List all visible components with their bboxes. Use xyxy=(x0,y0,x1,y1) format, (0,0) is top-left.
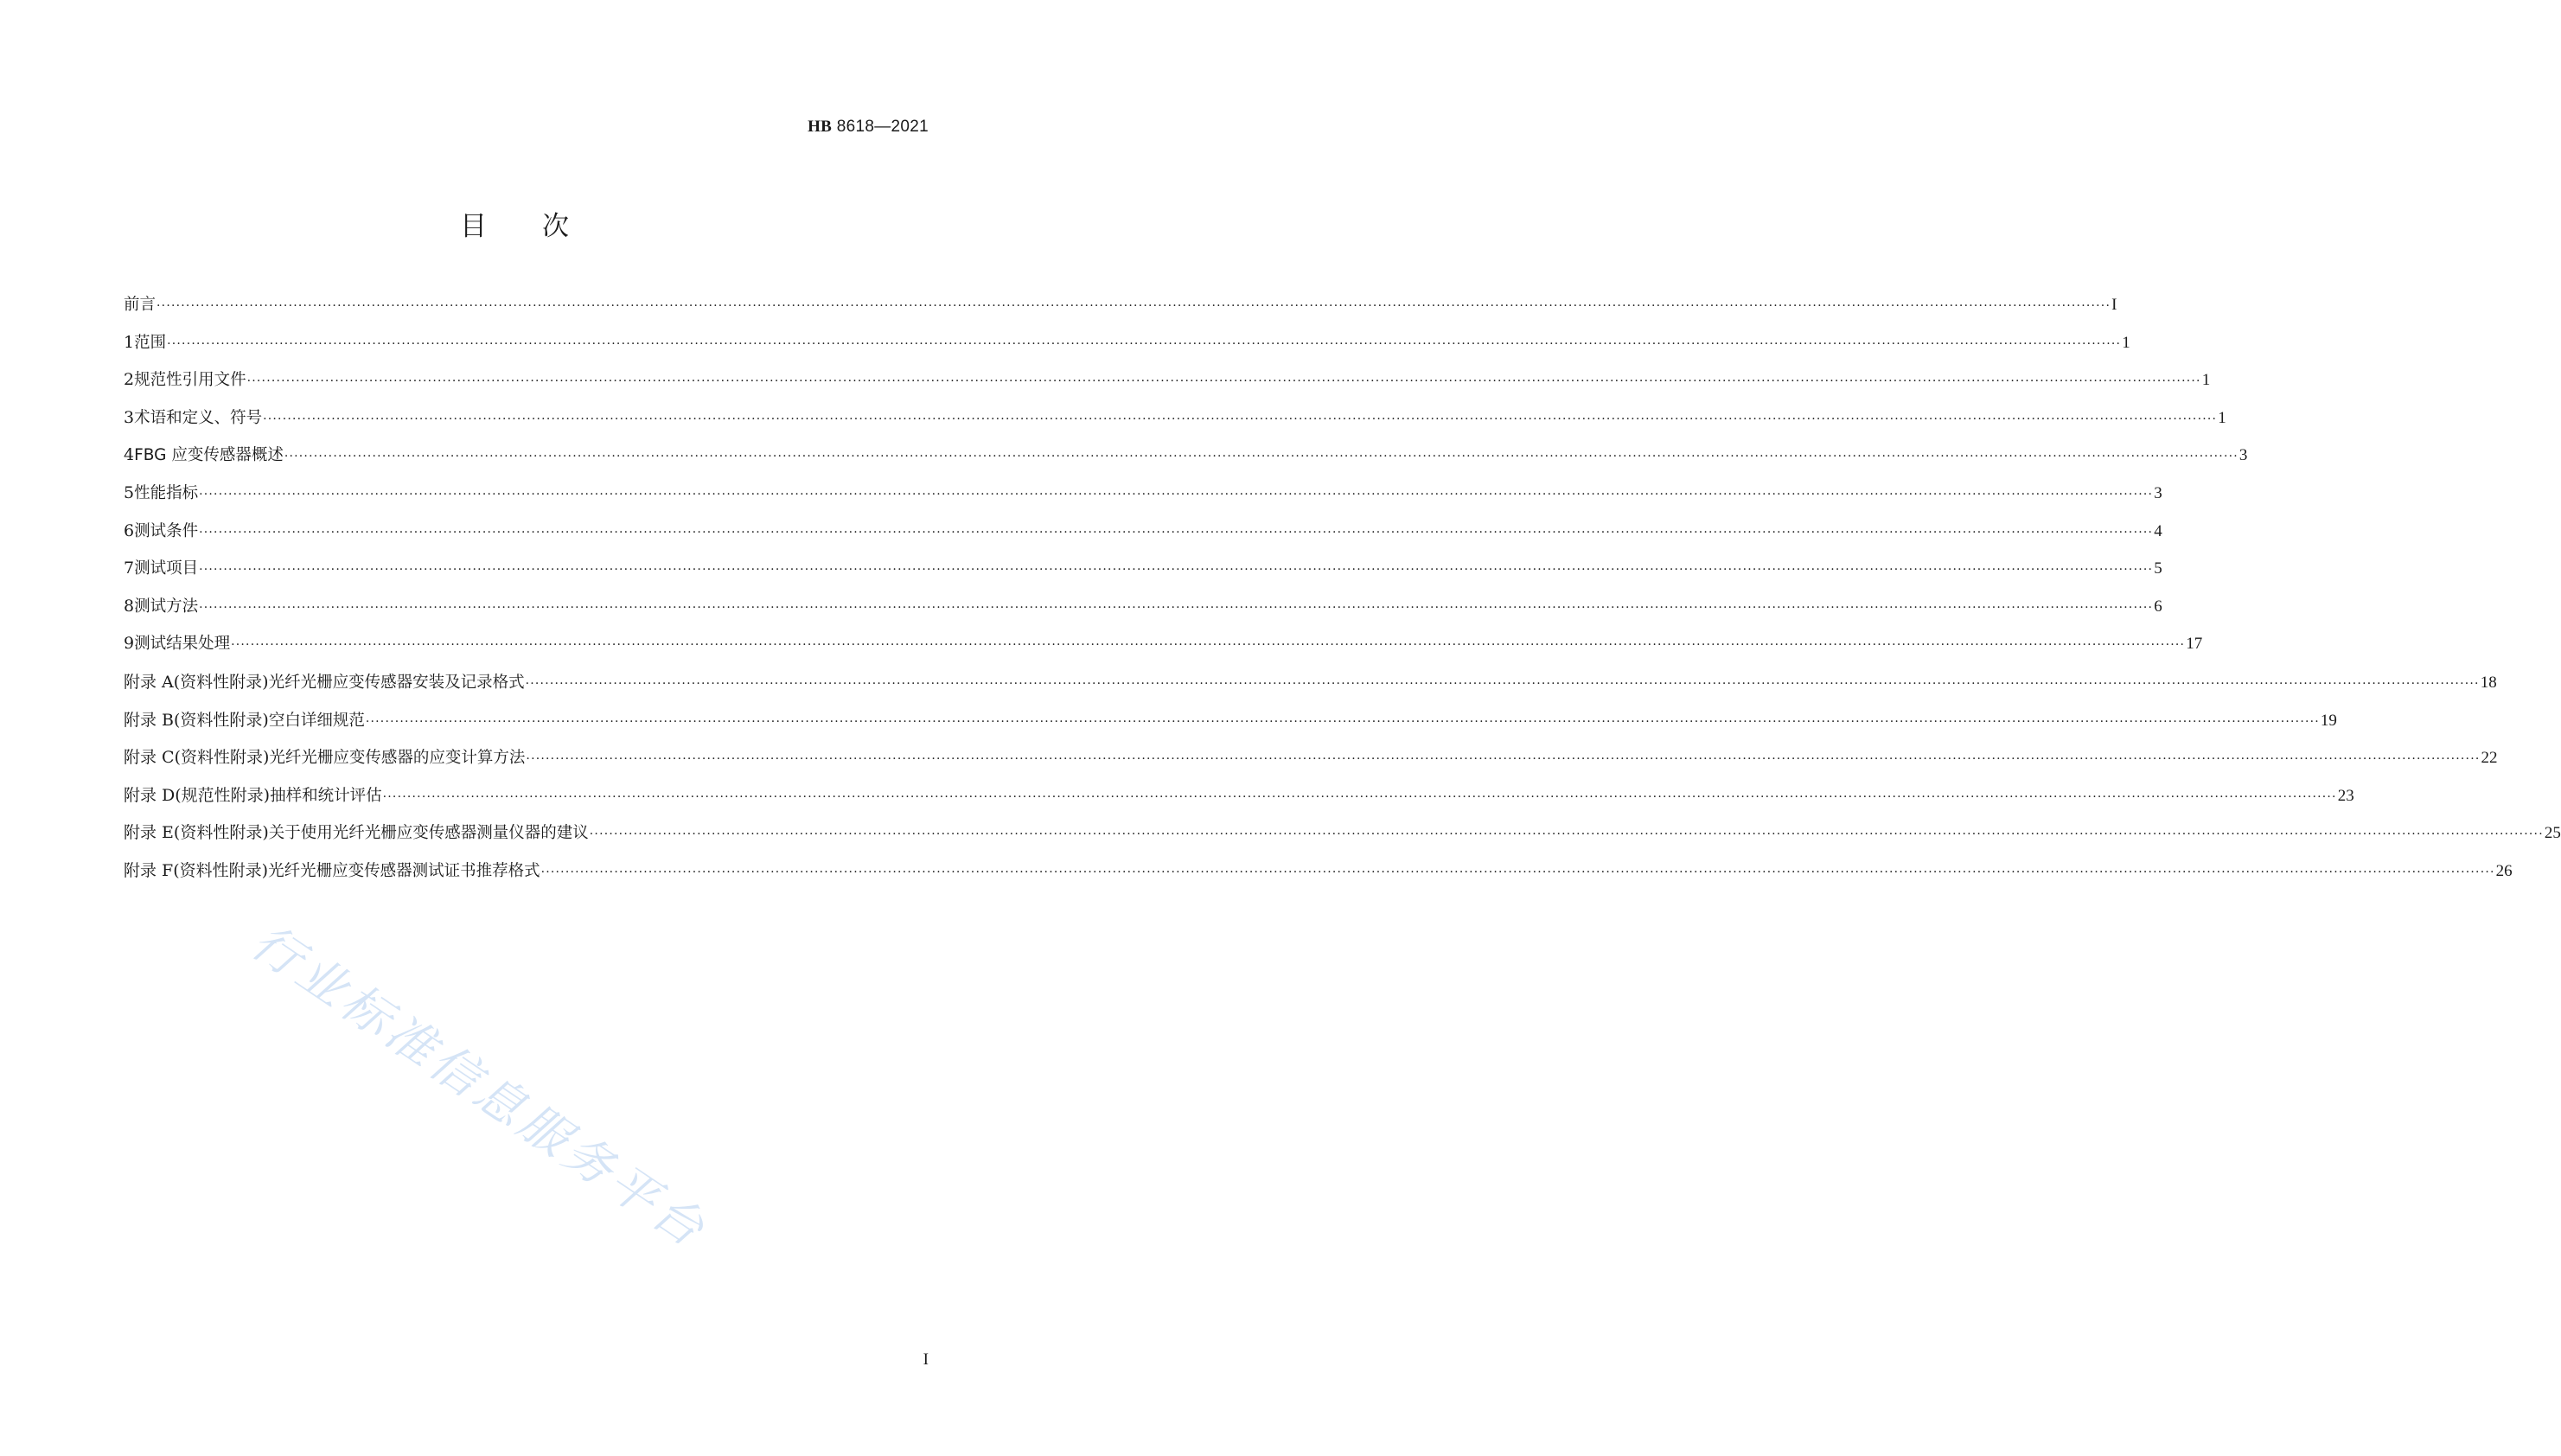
toc-entry-page: 1 xyxy=(2122,333,2130,352)
standard-code xyxy=(808,118,929,137)
toc-entry-title: FBG 应变传感器概述 xyxy=(134,446,284,465)
appendix-entry[interactable] xyxy=(124,744,2498,782)
toc-entry-number: 5 xyxy=(124,482,135,502)
dot-leader: ················································································································································································································································································································································································································ xyxy=(526,752,2481,767)
toc-entry-title: 性能指标 xyxy=(134,483,199,502)
appendix-page: 26 xyxy=(2495,861,2513,880)
appendix-page: 25 xyxy=(2544,824,2561,843)
toc-entry-number: 6 xyxy=(124,520,135,540)
appendix-entry[interactable] xyxy=(124,707,2337,745)
appendix-entry[interactable] xyxy=(124,782,2354,821)
toc-entry[interactable] xyxy=(124,481,2162,519)
toc-entry-number: 8 xyxy=(124,596,135,616)
dot-leader: ················································································································································································································································································································································································································ xyxy=(589,827,2544,842)
appendix-title: 光纤光栅应变传感器测试证书推荐格式 xyxy=(268,861,540,880)
title-char-2: 次 xyxy=(542,211,569,242)
toc-entry-title: 前言 xyxy=(124,296,156,314)
toc-entry-page: I xyxy=(2111,296,2117,314)
toc-entry-title: 测试项目 xyxy=(134,559,199,578)
standard-prefix: HB xyxy=(808,118,833,136)
toc-entry[interactable] xyxy=(124,406,2226,444)
dot-leader: ················································································································································································································································································································································································································ xyxy=(231,638,2186,653)
toc-entry-page: 1 xyxy=(2201,371,2211,390)
dot-leader: ················································································································································································································································································································································································································ xyxy=(284,450,2238,464)
appendix-entry[interactable] xyxy=(124,669,2497,707)
toc-entry-number: 3 xyxy=(124,407,135,427)
table-of-contents xyxy=(124,292,2561,896)
appendix-entry[interactable] xyxy=(124,858,2513,896)
appendix-page: 18 xyxy=(2480,673,2497,692)
toc-entry[interactable] xyxy=(124,330,2130,368)
dot-leader: ················································································································································································································································································································································································································ xyxy=(199,600,2154,615)
toc-entry-page: 4 xyxy=(2154,521,2162,540)
dot-leader: ················································································································································································································································································································································································································ xyxy=(199,487,2154,501)
dot-leader: ················································································································································································································································································································································································································ xyxy=(540,865,2495,879)
toc-entry-number: 9 xyxy=(124,634,135,654)
appendix-title: 光纤光栅应变传感器的应变计算方法 xyxy=(269,749,526,768)
appendix-title: 关于使用光纤光栅应变传感器测量仪器的建议 xyxy=(268,824,589,843)
toc-entry-page: 3 xyxy=(2238,446,2248,465)
page-number: I xyxy=(923,1351,929,1369)
appendix-label: 附录 B(资料性附录) xyxy=(124,710,269,730)
page-title xyxy=(0,204,1029,243)
toc-entry-number: 7 xyxy=(124,559,135,578)
appendix-page: 23 xyxy=(2337,786,2354,805)
dot-leader: ················································································································································································································································································································································································································ xyxy=(199,525,2154,540)
appendix-label: 附录 F(资料性附录) xyxy=(124,860,269,880)
standard-number: 8618—2021 xyxy=(836,118,929,136)
toc-entry[interactable] xyxy=(124,292,2117,330)
toc-entry-title: 测试结果处理 xyxy=(134,635,231,654)
toc-entry-number: 1 xyxy=(124,332,135,352)
appendix-label: 附录 D(规范性附录) xyxy=(124,785,271,805)
toc-entry-title: 测试条件 xyxy=(134,521,199,540)
appendix-page: 22 xyxy=(2481,749,2498,768)
toc-entry-title: 术语和定义、符号 xyxy=(134,408,263,427)
appendix-title: 空白详细规范 xyxy=(268,711,365,730)
toc-entry[interactable] xyxy=(124,367,2211,406)
toc-entry[interactable] xyxy=(124,594,2162,632)
dot-leader: ················································································································································································································································································································································································································ xyxy=(382,789,2337,804)
dot-leader: ················································································································································································································································································································································································································ xyxy=(263,412,2218,426)
appendix-entry[interactable] xyxy=(124,820,2561,858)
dot-leader: ················································································································································································································································································································································································································ xyxy=(156,299,2111,313)
toc-entry-title: 范围 xyxy=(134,333,167,352)
title-char-1: 目 xyxy=(460,211,487,242)
watermark: 行业标准信息服务平台 xyxy=(241,913,718,1261)
appendix-label: 附录 A(资料性附录) xyxy=(124,672,269,692)
appendix-title: 抽样和统计评估 xyxy=(270,786,382,805)
dot-leader: ················································································································································································································································································································································································································ xyxy=(525,676,2480,691)
toc-entry-page: 6 xyxy=(2154,597,2162,616)
dot-leader: ················································································································································································································································································································································································································ xyxy=(199,563,2154,578)
toc-entry-page: 1 xyxy=(2218,408,2226,427)
toc-entry-title: 规范性引用文件 xyxy=(134,371,246,390)
dot-leader: ················································································································································································································································································································································································································ xyxy=(246,374,2201,389)
toc-entry-page: 17 xyxy=(2186,635,2203,654)
toc-entry[interactable] xyxy=(124,631,2203,669)
dot-leader: ················································································································································································································································································································································································································ xyxy=(365,714,2320,729)
dot-leader: ················································································································································································································································································································································································································ xyxy=(167,336,2122,351)
appendix-label: 附录 E(资料性附录) xyxy=(124,823,269,843)
toc-entry-number: 2 xyxy=(124,370,135,390)
toc-entry[interactable] xyxy=(124,443,2248,481)
appendix-page: 19 xyxy=(2320,711,2337,730)
toc-entry[interactable] xyxy=(124,556,2162,594)
toc-entry-page: 5 xyxy=(2154,559,2162,578)
toc-entry-number: 4 xyxy=(124,445,135,465)
toc-entry-page: 3 xyxy=(2154,483,2162,502)
toc-entry[interactable] xyxy=(124,519,2162,557)
appendix-title: 光纤光栅应变传感器安装及记录格式 xyxy=(268,673,525,692)
toc-entry-title: 测试方法 xyxy=(134,597,199,616)
appendix-label: 附录 C(资料性附录) xyxy=(124,748,270,768)
